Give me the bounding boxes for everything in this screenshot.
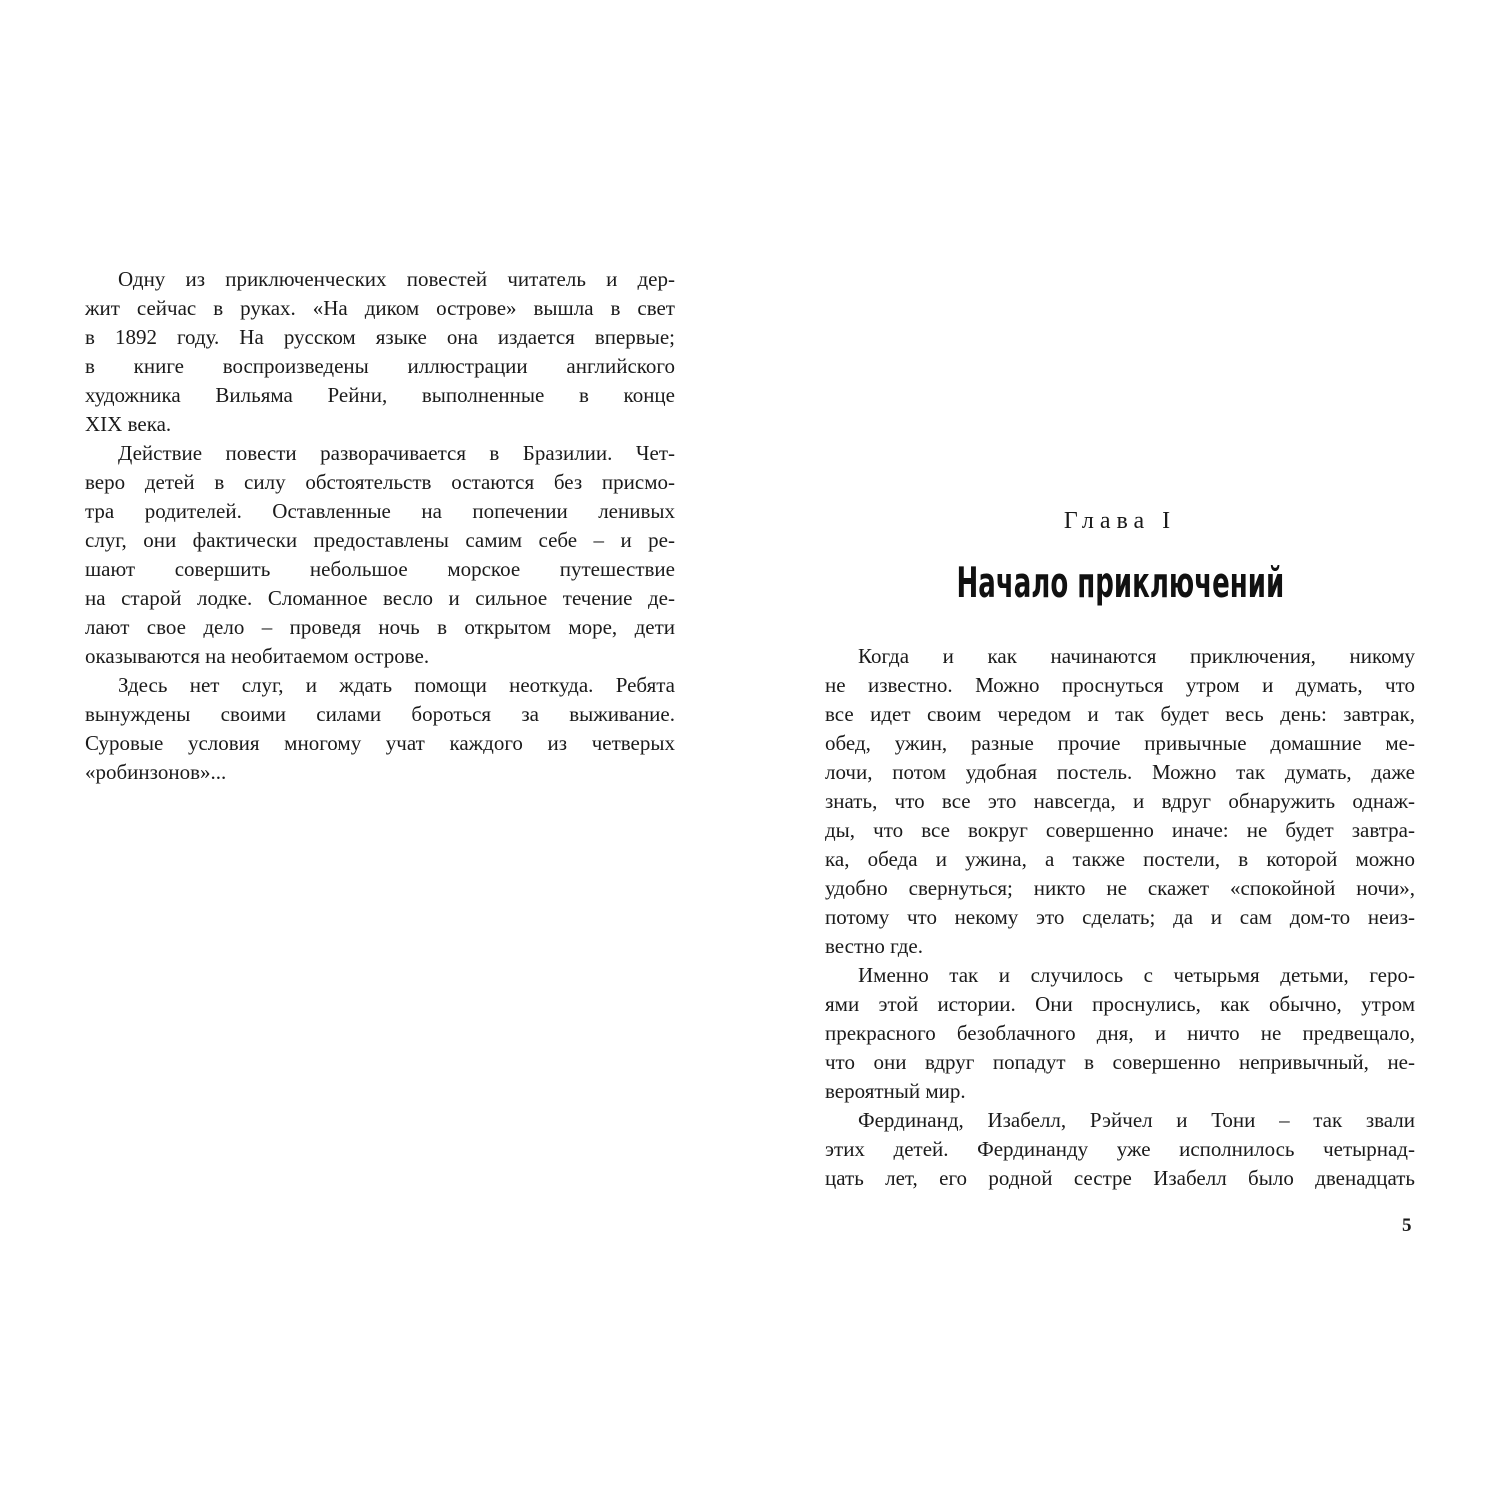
text-line: ка, обеда и ужина, а также постели, в которой можно xyxy=(825,847,1415,871)
paragraph xyxy=(85,671,675,787)
text-line: Фердинанд, Изабелл, Рэйчел и Тони – так звали xyxy=(858,1108,1415,1132)
text-line: Когда и как начинаются приключения, никому xyxy=(858,644,1415,668)
text-line: «робинзонов»... xyxy=(85,760,227,784)
text-line: прекрасного безоблачного дня, и ничто не предвещало, xyxy=(825,1021,1415,1045)
text-line: не известно. Можно проснуться утром и думать, что xyxy=(825,673,1415,697)
text-line: Действие повести разворачивается в Бразилии. Чет- xyxy=(118,441,675,465)
text-line: все идет своим чередом и так будет весь день: завтрак, xyxy=(825,702,1415,726)
page-number: 5 xyxy=(1402,1215,1412,1236)
paragraph xyxy=(85,265,675,439)
text-line: веро детей в силу обстоятельств остаются без присмо- xyxy=(85,470,675,494)
paragraph xyxy=(85,439,675,671)
text-line: в книге воспроизведены иллюстрации английского xyxy=(85,354,675,378)
text-line: Одну из приключенческих повестей читатель и дер- xyxy=(118,267,675,291)
text-line: этих детей. Фердинанду уже исполнилось четырнад- xyxy=(825,1137,1415,1161)
text-line: вероятный мир. xyxy=(825,1079,966,1103)
paragraph xyxy=(825,961,1415,1106)
text-line: в 1892 году. На русском языке она издается впервые; xyxy=(85,325,675,349)
text-line: художника Вильяма Рейни, выполненные в конце xyxy=(85,383,675,407)
text-line: жит сейчас в руках. «На диком острове» вышла в свет xyxy=(85,296,675,320)
right-page-text xyxy=(825,642,1415,1193)
text-line: на старой лодке. Сломанное весло и сильное течение де- xyxy=(85,586,675,610)
text-line: лочи, потом удобная постель. Можно так думать, даже xyxy=(825,760,1415,784)
text-line: ями этой истории. Они проснулись, как обычно, утром xyxy=(825,992,1415,1016)
text-line: оказываются на необитаемом острове. xyxy=(85,644,430,668)
text-line: XIX века. xyxy=(85,412,172,436)
text-line: Суровые условия многому учат каждого из четверых xyxy=(85,731,675,755)
text-line: шают совершить небольшое морское путешествие xyxy=(85,557,675,581)
paragraph xyxy=(825,642,1415,961)
text-line: удобно свернуться; никто не скажет «спокойной ночи», xyxy=(825,876,1415,900)
text-line: что они вдруг попадут в совершенно непривычный, не- xyxy=(825,1050,1415,1074)
paragraph xyxy=(825,1106,1415,1193)
text-line: цать лет, его родной сестре Изабелл было двенадцать xyxy=(825,1166,1415,1190)
text-line: потому что некому это сделать; да и сам дом-то неиз- xyxy=(825,905,1415,929)
text-line: слуг, они фактически предоставлены самим себе – и ре- xyxy=(85,528,675,552)
text-line: знать, что все это навсегда, и вдруг обнаружить однаж- xyxy=(825,789,1415,813)
text-line: обед, ужин, разные прочие привычные домашние ме- xyxy=(825,731,1415,755)
text-line: Здесь нет слуг, и ждать помощи неоткуда. Ребята xyxy=(118,673,675,697)
chapter-title: Начало приключений xyxy=(956,558,1284,607)
text-line: Именно так и случилось с четырьмя детьми, геро- xyxy=(858,963,1415,987)
text-line: вынуждены своими силами бороться за выживание. xyxy=(85,702,675,726)
chapter-title-wrap xyxy=(825,558,1415,607)
text-line: ды, что все вокруг совершенно иначе: не будет завтра- xyxy=(825,818,1415,842)
chapter-label: Глава I xyxy=(1063,508,1177,534)
text-line: тра родителей. Оставленные на попечении ленивых xyxy=(85,499,675,523)
left-page-text xyxy=(85,265,675,787)
text-line: лают свое дело – проведя ночь в открытом море, дети xyxy=(85,615,675,639)
text-line: вестно где. xyxy=(825,934,923,958)
